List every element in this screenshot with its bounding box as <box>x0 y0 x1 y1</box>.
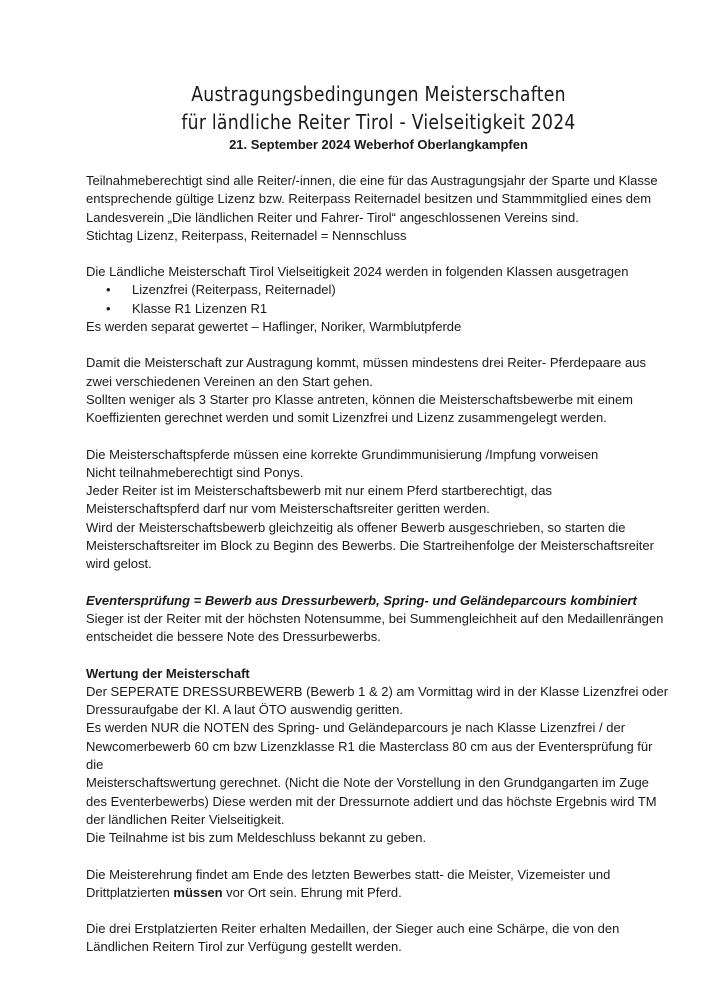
classes-list <box>86 281 671 318</box>
eligibility-paragraph <box>86 172 671 245</box>
text-line <box>86 884 671 902</box>
medals-paragraph <box>86 920 671 957</box>
text-line: Sieger ist der Reiter mit der höchsten Notensumme, bei Summengleichheit auf den Medaillenrängen <box>86 610 664 626</box>
horse-rules-paragraph <box>86 446 671 574</box>
emphasis-must: müssen <box>173 884 223 900</box>
eventing-paragraph <box>86 592 671 647</box>
text-line: Es werden NUR die NOTEN des Spring- und Geländeparcours je nach Klasse Lizenzfrei / der <box>86 720 626 736</box>
minimum-starters-paragraph <box>86 354 671 427</box>
text-line: Wird der Meisterschaftsbewerb gleichzeitig als offener Bewerb ausgeschrieben, so starten die <box>86 519 626 535</box>
text-line: Nicht teilnahmeberechtigt sind Ponys. <box>86 464 304 480</box>
text-line: Die Teilnahme ist bis zum Meldeschluss bekannt zu geben. <box>86 830 427 846</box>
document-subtitle: 21. September 2024 Weberhof Oberlangkampfen <box>229 137 528 152</box>
text-line: Koeffizienten gerechnet werden und somit Lizenzfrei und Lizenz zusammengelegt werden. <box>86 410 607 426</box>
text-line: Jeder Reiter ist im Meisterschaftsbewerb mit nur einem Pferd startberechtigt, das <box>86 483 553 499</box>
ceremony-paragraph <box>86 866 671 903</box>
text-line: Die Ländliche Meisterschaft Tirol Vielseitigkeit 2024 werden in folgenden Klassen ausgetragen <box>86 264 629 280</box>
text-line: Der SEPERATE DRESSURBEWERB (Bewerb 1 & 2) am Vormittag wird in der Klasse Lizenzfrei oder <box>86 683 669 699</box>
text-line: Die Meisterschaftspferde müssen eine korrekte Grundimmunisierung /Impfung vorweisen <box>86 446 599 462</box>
text-line: Stichtag Lizenz, Reiterpass, Reiternadel = Nennschluss <box>86 227 407 243</box>
text-line: wird gelost. <box>86 556 152 572</box>
text-line: der ländlichen Reiter Vielseitigkeit. <box>86 811 285 827</box>
classes-paragraph <box>86 263 671 336</box>
list-item: • Klasse R1 Lizenzen R1 <box>86 300 671 318</box>
title-line-1: Austragungsbedingungen Meisterschaften <box>191 82 566 106</box>
text-line: Dressuraufgabe der Kl. A laut ÖTO auswendig geritten. <box>86 702 403 718</box>
text-line: Landesverein „Die ländlichen Reiter und Fahrer- Tirol“ angeschlossenen Vereins sind. <box>86 209 579 225</box>
text-line: Die drei Erstplatzierten Reiter erhalten Medaillen, der Sieger auch eine Schärpe, die von den <box>86 921 620 937</box>
eventing-heading: Eventersprüfung = Bewerb aus Dressurbewerb, Spring- und Geländeparcours kombiniert <box>86 592 637 608</box>
text-line: Newcomerbewerb 60 cm bzw Lizenzklasse R1 die Masterclass 80 cm aus der Eventersprüfung für die <box>86 738 653 773</box>
text-line: entscheidet die bessere Note des Dressurbewerbs. <box>86 629 381 645</box>
text-line: Meisterschaftsreiter im Block zu Beginn des Bewerbs. Die Startreihenfolge der Meisterschaftsreiter <box>86 538 654 554</box>
text-line: Die Meisterehrung findet am Ende des letzten Bewerbes statt- die Meister, Vizemeister und <box>86 866 611 882</box>
text-line: Meisterschaftswertung gerechnet. (Nicht die Note der Vorstellung in den Grundgangarten im Zuge <box>86 775 649 791</box>
scoring-heading: Wertung der Meisterschaft <box>86 665 250 681</box>
text-line: des Eventerbewerbs) Diese werden mit der Dressurnote addiert und das höchste Ergebnis wird TM <box>86 793 657 809</box>
text-line: Meisterschaftspferd darf nur vom Meisterschaftsreiter geritten werden. <box>86 501 490 517</box>
text-segment: Drittplatzierten <box>86 884 174 900</box>
document-title <box>127 80 630 136</box>
text-line: Ländlichen Reitern Tirol zur Verfügung gestellt werden. <box>86 939 402 955</box>
scoring-paragraph <box>86 665 671 848</box>
text-line: Teilnahmeberechtigt sind alle Reiter/-innen, die eine für das Austragungsjahr der Sparte und Klasse <box>86 173 658 188</box>
text-line: zwei verschiedenen Vereinen an den Start gehen. <box>86 373 373 389</box>
text-line: Sollten weniger als 3 Starter pro Klasse antreten, können die Meisterschaftsbewerbe mit einem <box>86 391 634 407</box>
list-item: • Lizenzfrei (Reiterpass, Reiternadel) <box>86 281 671 299</box>
text-segment: vor Ort sein. Ehrung mit Pferd. <box>222 884 402 900</box>
title-line-2: für ländliche Reiter Tirol - Vielseitigkeit 2024 <box>181 110 576 134</box>
text-line: Damit die Meisterschaft zur Austragung kommt, müssen mindestens drei Reiter- Pferdepaare aus <box>86 355 646 371</box>
text-line: Es werden separat gewertet – Haflinger, Noriker, Warmblutpferde <box>86 319 462 335</box>
text-line: entsprechende gültige Lizenz bzw. Reiterpass Reiternadel besitzen und Stammmitglied eines dem <box>86 191 652 207</box>
